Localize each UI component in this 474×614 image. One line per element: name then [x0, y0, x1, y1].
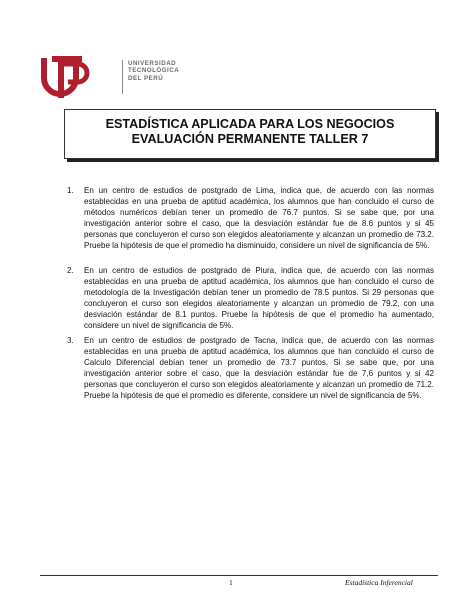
university-logo	[40, 54, 240, 104]
question-item	[64, 335, 434, 402]
question-text: En un centro de estudios de postgrado de Piura, indica que, de acuerdo con las normas establecidas en una prueba de aptitud académica, los alumnos que han concluido el curso de metodología de la Investigación debían tener un promedio de 78.5 puntos. Si 29 personas que concluyeron el curso son elegidos aleatoriamente y alcanzan un promedio de 79.2, con una desviación estándar de 8.1 puntos. Pruebe la hipótesis de que el promedio ha aumentado, considere un nivel de significancia de 5%.	[84, 266, 434, 331]
question-text: En un centro de estudios de postgrado de Lima, indica que, de acuerdo con las normas establecidas en una prueba de aptitud académica, los alumnos que han concluido el curso de métodos numéricos debían tener un promedio de 76.7 puntos. Si se sabe que, por una investigación anterior sobre el caso, que la desviación estándar fue de 8.6 puntos y si 45 personas que concluyeron el curso son elegidos aleatoriamente y alcanzan un promedio de 73.2. Pruebe la hipótesis de que el promedio ha disminuido, considere un nivel de significancia de 5%.	[84, 186, 434, 251]
page-number: 1	[229, 578, 233, 587]
logo-line-1: UNIVERSIDAD	[128, 60, 177, 67]
logo-wordmark	[128, 60, 179, 82]
footer-divider	[40, 575, 438, 576]
utp-logo-icon	[40, 54, 90, 100]
logo-divider	[122, 60, 123, 94]
question-number: 2.	[67, 266, 74, 275]
question-text: En un centro de estudios de postgrado de Tacna, indica que, de acuerdo con las normas establecidas en una prueba de aptitud académica, los alumnos que han concluido el curso de Calculo Diferencial debían tener un promedio de 73.7 puntos. Si se sabe que, por una investigación anterior sobre el caso, que la desviación estándar fue de 7,6 puntos y si 42 personas que concluyeron el curso son elegidos aleatoriamente y alcanzan un promedio de 71.2. Pruebe la hipótesis de que el promedio es diferente, considere un nivel de significancia de 5%.	[84, 336, 434, 401]
course-title: ESTADÍSTICA APLICADA PARA LOS NEGOCIOS	[105, 117, 395, 131]
logo-line-3: DEL PERÚ	[128, 74, 164, 82]
question-item	[64, 185, 434, 252]
document-title-box	[64, 109, 436, 159]
question-number: 3.	[67, 336, 74, 345]
evaluation-title: EVALUACIÓN PERMANENTE TALLER 7	[131, 132, 369, 146]
footer-course-label: Estadística Inferencial	[345, 578, 413, 587]
question-number: 1.	[67, 186, 74, 195]
question-item	[64, 265, 434, 332]
logo-line-2: TECNOLÓGICA	[128, 67, 180, 75]
